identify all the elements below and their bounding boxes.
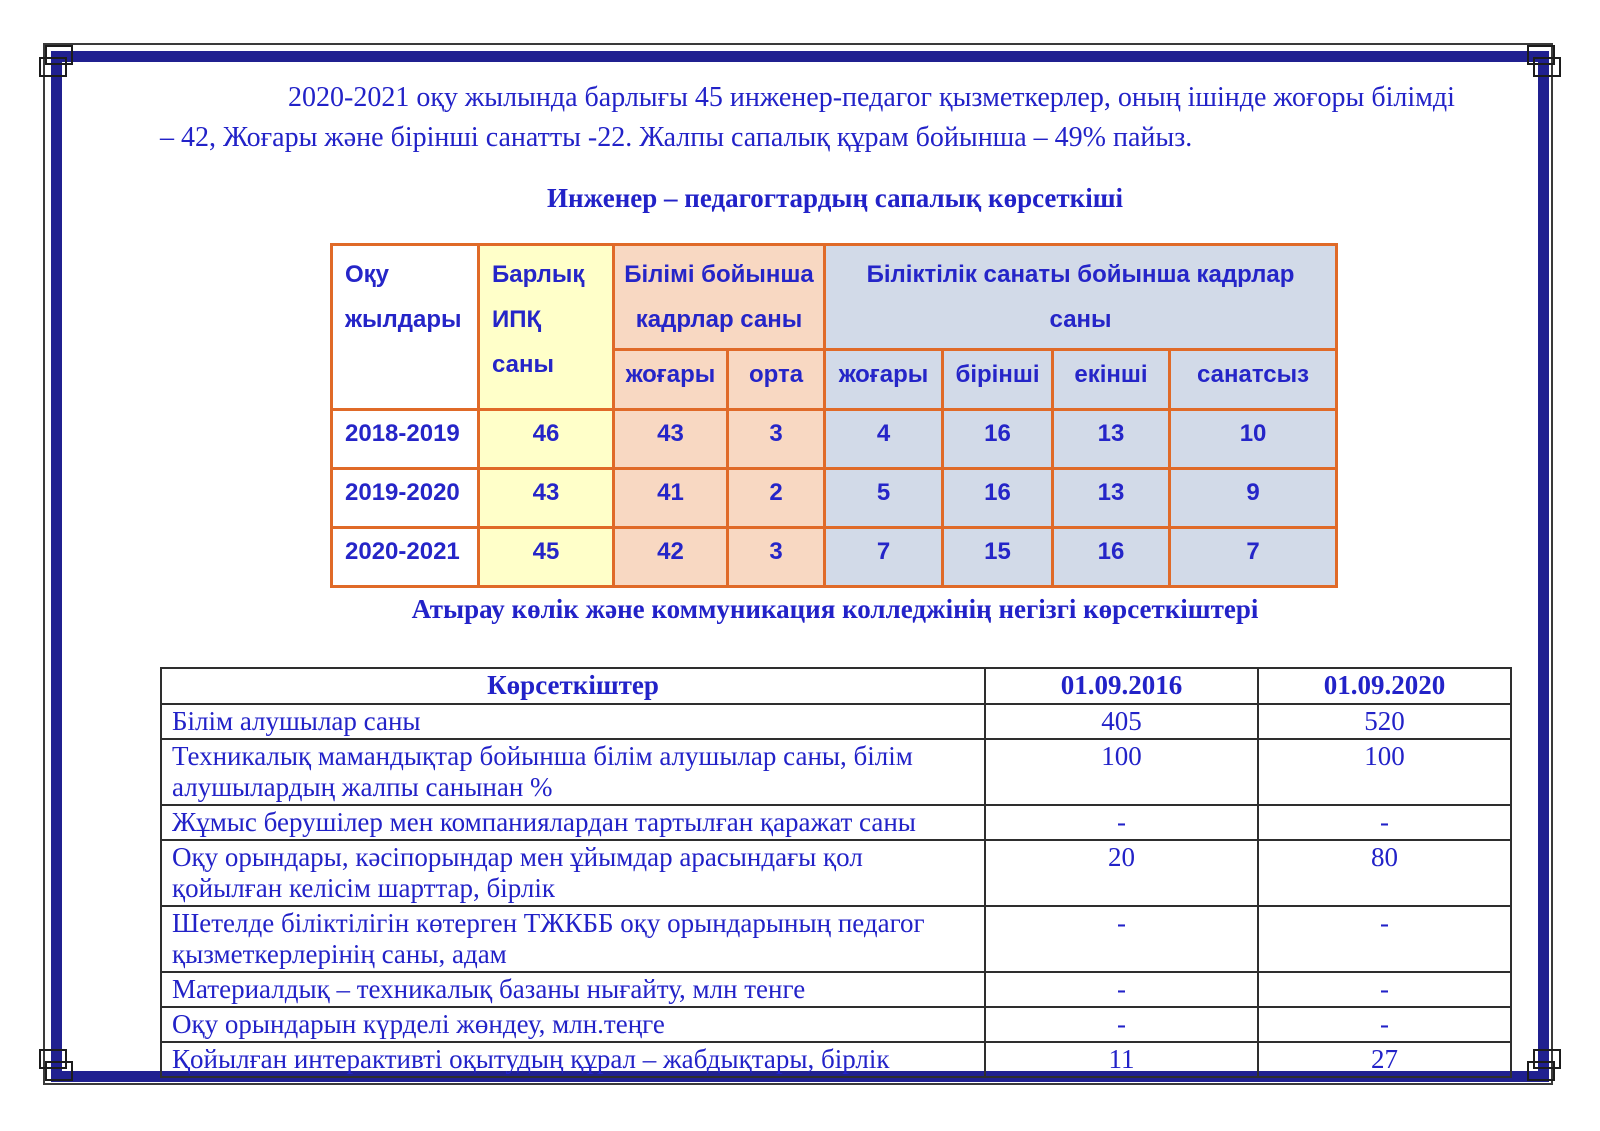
value-cell: 15 (943, 528, 1053, 587)
table1-title: Инженер – педагогтардың сапалық көрсеткіші (546, 183, 1124, 213)
value-2020: 27 (1258, 1042, 1511, 1077)
table2-row (161, 1042, 1511, 1077)
value-2016: 405 (985, 704, 1258, 739)
col-header-date-2016: 01.09.2016 (985, 668, 1258, 704)
value-cell: 43 (479, 469, 614, 528)
value-cell: 43 (614, 410, 728, 469)
subheader-secondary-edu: орта (728, 350, 825, 410)
value-2016: - (985, 972, 1258, 1007)
value-2020: 520 (1258, 704, 1511, 739)
table2-row (161, 739, 1511, 805)
indicator-label: Оқу орындары, кәсіпорындар мен ұйымдар арасындағы қол қойылған келісім шарттар, бірлік (161, 840, 985, 906)
table2-row (161, 972, 1511, 1007)
value-cell: 16 (943, 469, 1053, 528)
subheader-higher-edu: жоғары (614, 350, 728, 410)
value-2016: 11 (985, 1042, 1258, 1077)
year-cell: 2020-2021 (332, 528, 479, 587)
col-header-study-years: Оқу жылдары (332, 245, 479, 410)
col-header-total-ipk: Барлық ИПҚ саны (479, 245, 614, 410)
indicators-table (160, 667, 1512, 1078)
value-2020: 100 (1258, 739, 1511, 805)
value-2016: 100 (985, 739, 1258, 805)
table2-header-row (161, 668, 1511, 704)
table2-row (161, 805, 1511, 840)
table2-row (161, 704, 1511, 739)
subheader-higher-cat: жоғары (825, 350, 943, 410)
intro-paragraph: 2020-2021 оқу жылында барлығы 45 инженер-педагог қызметкерлер, оның ішінде жоғоры білімді – 42, Жоғары және бірінші санатты -22. Жалпы сапалық құрам бойынша – 49% пайыз. (160, 82, 1455, 153)
value-2020: - (1258, 906, 1511, 972)
table2-title: Атырау көлік және коммуникация колледжінің негізгі көрсеткіштері (411, 594, 1259, 624)
value-2016: 20 (985, 840, 1258, 906)
table1-row-2018-2019 (332, 410, 1337, 469)
value-cell: 4 (825, 410, 943, 469)
corner-ornament-bottom-right (1533, 1049, 1561, 1069)
qualification-table (330, 243, 1338, 588)
table1-row-2019-2020 (332, 469, 1337, 528)
value-cell: 3 (728, 528, 825, 587)
corner-ornament-bottom-left (39, 1049, 67, 1069)
col-header-indicators: Көрсеткіштер (161, 668, 985, 704)
col-header-date-2020: 01.09.2020 (1258, 668, 1511, 704)
subheader-first-cat: бірінші (943, 350, 1053, 410)
value-cell: 10 (1170, 410, 1337, 469)
col-header-education-group: Білімі бойынша кадрлар саны (614, 245, 825, 350)
year-cell: 2018-2019 (332, 410, 479, 469)
value-2020: - (1258, 805, 1511, 840)
table1-header-row (332, 245, 1337, 350)
value-cell: 45 (479, 528, 614, 587)
value-cell: 16 (943, 410, 1053, 469)
table1-row-2020-2021 (332, 528, 1337, 587)
indicator-label: Материалдық – техникалық базаны нығайту, млн тенге (161, 972, 985, 1007)
table2-row (161, 906, 1511, 972)
value-cell: 3 (728, 410, 825, 469)
indicator-label: Техникалық мамандықтар бойынша білім алушылар саны, білім алушылардың жалпы санынан % (161, 739, 985, 805)
value-cell: 13 (1053, 469, 1170, 528)
value-cell: 13 (1053, 410, 1170, 469)
table2-row (161, 1007, 1511, 1042)
value-2020: - (1258, 972, 1511, 1007)
indicator-label: Шетелде біліктілігін көтерген ТЖКББ оқу орындарының педагог қызметкерлерінің саны, адам (161, 906, 985, 972)
value-2020: 80 (1258, 840, 1511, 906)
value-2016: - (985, 906, 1258, 972)
subheader-no-cat: санатсыз (1170, 350, 1337, 410)
value-2016: - (985, 805, 1258, 840)
subheader-second-cat: екінші (1053, 350, 1170, 410)
indicator-label: Жұмыс берушілер мен компаниялардан тартылған қаражат саны (161, 805, 985, 840)
value-cell: 7 (1170, 528, 1337, 587)
value-cell: 42 (614, 528, 728, 587)
value-cell: 9 (1170, 469, 1337, 528)
value-cell: 41 (614, 469, 728, 528)
col-header-qualification-group: Біліктілік санаты бойынша кадрлар саны (825, 245, 1337, 350)
indicator-label: Білім алушылар саны (161, 704, 985, 739)
value-cell: 7 (825, 528, 943, 587)
value-2016: - (985, 1007, 1258, 1042)
indicator-label: Қойылған интерактивті оқытудың құрал – жабдықтары, бірлік (161, 1042, 985, 1077)
corner-ornament-top-left (39, 57, 67, 77)
corner-ornament-top-right (1533, 57, 1561, 77)
indicator-label: Оқу орындарын күрделі жөндеу, млн.теңге (161, 1007, 985, 1042)
table2-row (161, 840, 1511, 906)
value-2020: - (1258, 1007, 1511, 1042)
value-cell: 16 (1053, 528, 1170, 587)
value-cell: 2 (728, 469, 825, 528)
value-cell: 5 (825, 469, 943, 528)
year-cell: 2019-2020 (332, 469, 479, 528)
value-cell: 46 (479, 410, 614, 469)
